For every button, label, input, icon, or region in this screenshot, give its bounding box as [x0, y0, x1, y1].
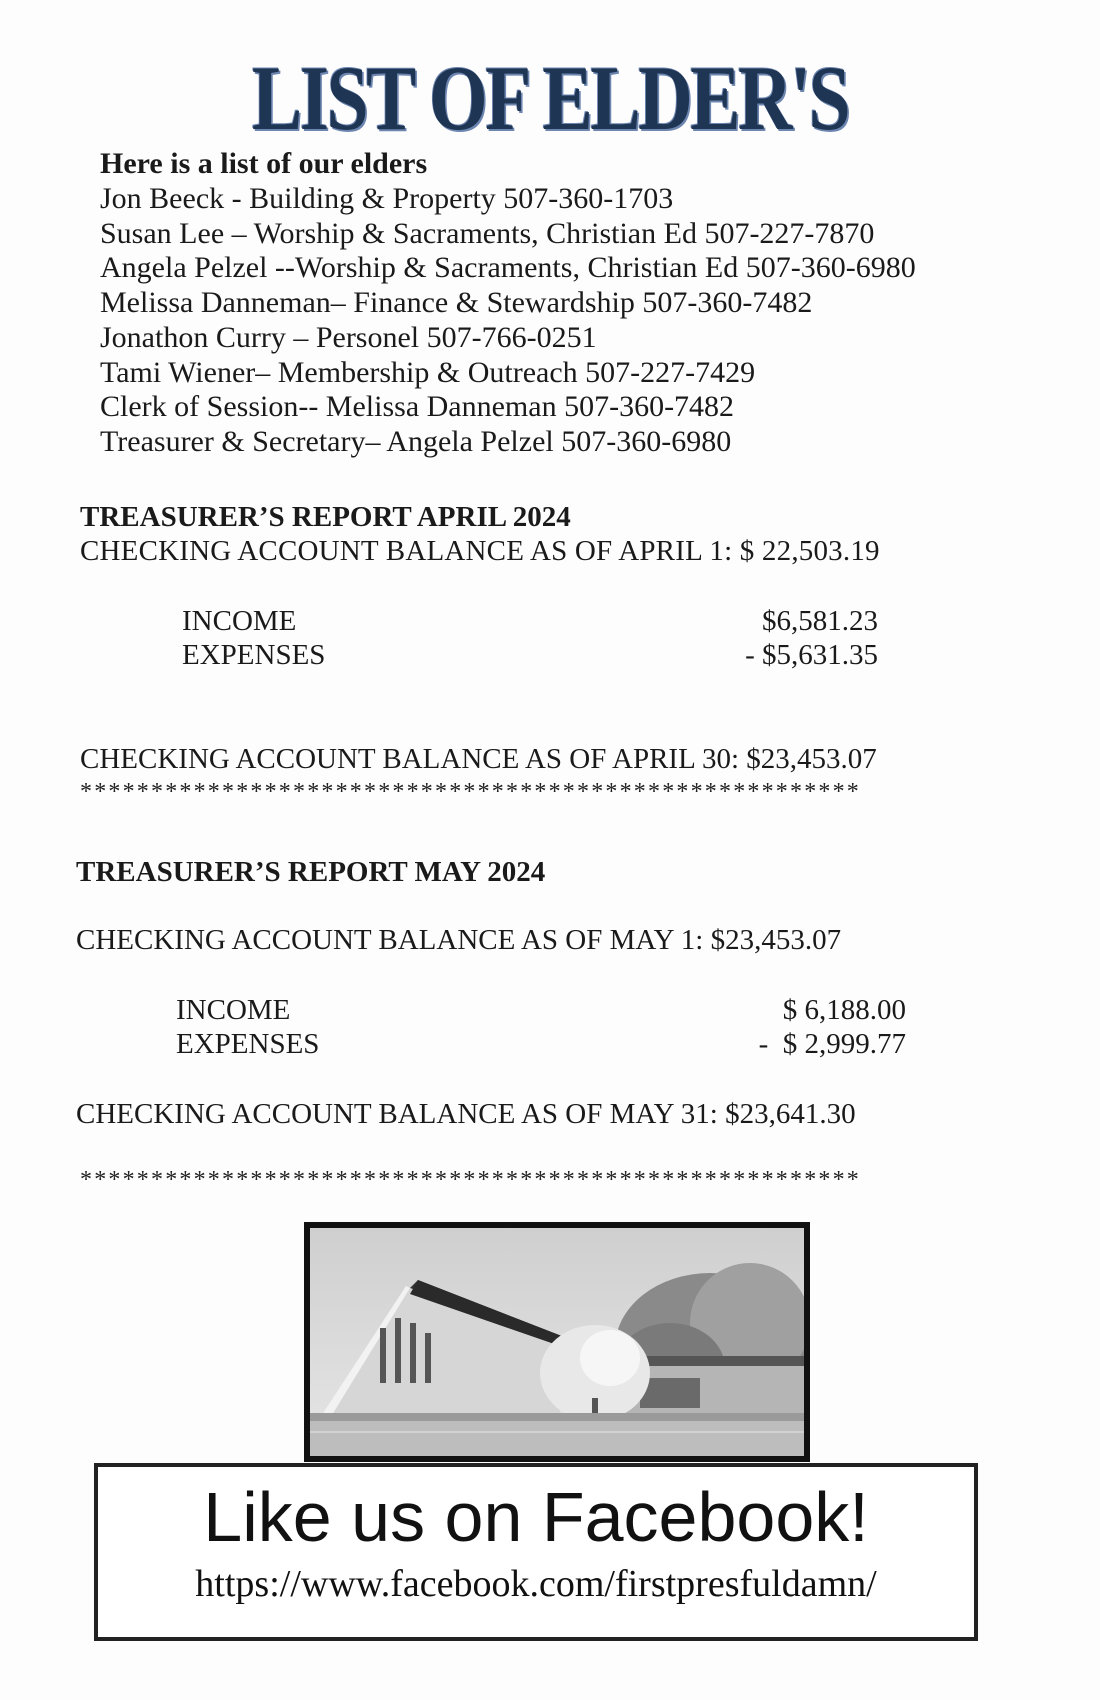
- church-building-image: [310, 1228, 804, 1456]
- april-closing-balance: CHECKING ACCOUNT BALANCE AS OF APRIL 30: $23,453.07: [80, 743, 877, 775]
- may-report-heading: TREASURER’S REPORT MAY 2024: [76, 856, 546, 888]
- april-opening-balance: CHECKING ACCOUNT BALANCE AS OF APRIL 1: $ 22,503.19: [80, 535, 880, 567]
- april-income-label: INCOME: [182, 605, 297, 637]
- elder-item: Angela Pelzel --Worship & Sacraments, Christian Ed 507-360-6980: [100, 251, 916, 285]
- april-expenses-label: EXPENSES: [182, 639, 326, 671]
- may-income-value: $ 6,188.00: [782, 994, 906, 1026]
- april-report: [80, 500, 1040, 780]
- elder-item: Clerk of Session-- Melissa Danneman 507-360-7482: [100, 390, 735, 424]
- april-expenses-value: - $5,631.35: [745, 639, 878, 671]
- april-income-value: $6,581.23: [762, 605, 878, 637]
- elders-section: [100, 147, 1060, 460]
- facebook-heading: Like us on Facebook!: [203, 1478, 869, 1556]
- may-expenses-label: EXPENSES: [176, 1028, 320, 1060]
- facebook-box: [94, 1463, 978, 1641]
- facebook-url[interactable]: https://www.facebook.com/firstpresfuldamn/: [195, 1563, 877, 1605]
- elder-item: Jon Beeck - Building & Property 507-360-1703: [100, 182, 674, 215]
- elder-item: Tami Wiener– Membership & Outreach 507-227-7429: [100, 355, 756, 389]
- may-opening-balance: CHECKING ACCOUNT BALANCE AS OF MAY 1: $23,453.07: [76, 924, 842, 956]
- elder-item: Melissa Danneman– Finance & Stewardship 507-360-7482: [100, 286, 813, 320]
- church-photo: [304, 1222, 810, 1462]
- separator-line: *******************************************************: [80, 1167, 861, 1193]
- april-report-heading: TREASURER’S REPORT APRIL 2024: [80, 501, 571, 533]
- elder-item: Treasurer & Secretary– Angela Pelzel 507-360-6980: [100, 424, 732, 458]
- elder-item: Jonathon Curry – Personel 507-766-0251: [100, 320, 597, 354]
- elders-list: [100, 182, 1060, 460]
- elders-intro: Here is a list of our elders: [100, 147, 428, 180]
- elder-item: Susan Lee – Worship & Sacraments, Christian Ed 507-227-7870: [100, 216, 875, 250]
- may-closing-balance: CHECKING ACCOUNT BALANCE AS OF MAY 31: $23,641.30: [76, 1098, 856, 1130]
- may-report: [76, 855, 1036, 1135]
- page-title: LIST OF ELDER'S: [251, 47, 849, 149]
- may-income-label: INCOME: [176, 994, 291, 1026]
- separator-line: *******************************************************: [80, 779, 861, 805]
- may-expenses-value: - $ 2,999.77: [758, 1028, 906, 1060]
